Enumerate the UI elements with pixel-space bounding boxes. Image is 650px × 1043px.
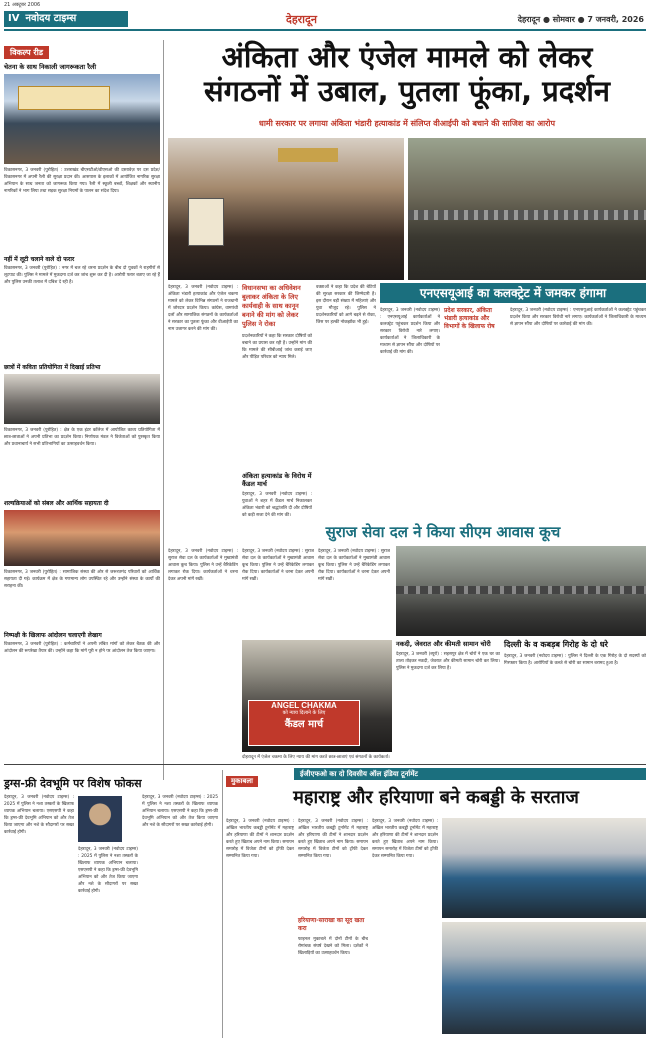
drugs-free-body-1: देहरादून, 3 जनवरी (नवोदय टाइम्स) : 2025 में पुलिस ने नशा तस्करों के खिलाफ व्यापक अभियान चलाया। एसएसपी ने कहा कि ड्रग्स-फ्री देवभूमि अभियान को और तेज किया जाएगा और नशे के सौदागरों पर सख्त कार्रवाई होगी। xyxy=(4,795,74,835)
gang-story xyxy=(504,640,646,749)
lead-photo-right xyxy=(408,138,646,280)
story3-body: विकासनगर, 3 जनवरी (पुरोहित) : क्षेत्र के एक इंटर कॉलेज में आयोजित काव्य प्रतियोगिता में छात्र-छात्राओं ने अपनी प्रतिभा का प्रदर्शन किया। निर्णायक मंडल ने विजेताओं को पुरस्कृत किया और प्रधानाचार्य ने सभी प्रतिभागियों का उत्साहवर्धन किया। xyxy=(4,428,160,447)
protest-poster xyxy=(188,198,224,246)
suraj-barricade xyxy=(396,586,646,594)
story4-body: विकासनगर, 3 जनवरी (पुरोहित) : सामाजिक संस्था की ओर से जरूरतमंद परिवारों को आर्थिक सहायता दी गई। कार्यक्रम में क्षेत्र के गणमान्य लोग उपस्थित रहे और उन्होंने संस्था के कार्यों की सराहना की। xyxy=(4,570,160,589)
nsui-body-2: देहरादून, 3 जनवरी (नवोदय टाइम्स) : एनएसयूआई कार्यकर्ताओं ने कलक्ट्रेट पहुंचकर प्रदर्शन किया और सरकार विरोधी नारे लगाए। कार्यकर्ताओं ने जिलाधिकारी के माध्यम से ज्ञापन सौंपा और दोषियों पर कार्रवाई की मांग की। xyxy=(510,308,646,327)
lead-body-a: देहरादून, 3 जनवरी (नवोदय टाइम्स) : अंकिता भंडारी हत्याकांड और एंजेल चकमा मामले को लेकर विभिन्न संगठनों ने राजधानी में जोरदार प्रदर्शन किया। कांग्रेस, वामपंथी दलों और सामाजिक संगठनों के कार्यकर्ताओं ने सरकार का पुतला फूंका और वीआईपी का नाम उजागर करने की मांग की। xyxy=(168,285,238,332)
lead-body-b: प्रदर्शनकारियों ने कहा कि सरकार दोषियों को बचाने का प्रयास कर रही है। उन्होंने मांग की कि मामले की सीबीआई जांच कराई जाए और पीड़ित परिवार को न्याय मिले। xyxy=(242,334,312,360)
gang-body: देहरादून, 3 जनवरी (नवोदय टाइम्स) : पुलिस ने दिल्ली के एक गिरोह के दो सदस्यों को गिरफ्तार किया है। आरोपियों के कब्जे से चोरी का सामान बरामद हुआ है। xyxy=(504,654,646,666)
masthead-rule xyxy=(4,29,646,31)
masthead-title xyxy=(4,11,128,27)
nsui-body: देहरादून, 3 जनवरी (नवोदय टाइम्स) : एनएसयूआई कार्यकर्ताओं ने कलक्ट्रेट पहुंचकर प्रदर्शन किया और सरकार विरोधी नारे लगाए। कार्यकर्ताओं ने जिलाधिकारी के माध्यम से ज्ञापन सौंपा और दोषियों पर कार्रवाई की मांग की। xyxy=(380,308,440,355)
suraj-body-2: देहरादून, 3 जनवरी (नवोदय टाइम्स) : सुराज सेवा दल के कार्यकर्ताओं ने मुख्यमंत्री आवास कूच किया। पुलिस ने उन्हें बैरिकेडिंग लगाकर रोक दिया। कार्यकर्ताओं ने धरना देकर अपनी मांगें रखीं। xyxy=(242,549,314,582)
suraj-photo xyxy=(396,546,646,636)
suraj-headline: सुराज सेवा दल ने किया सीएम आवास कूच xyxy=(325,523,561,541)
lead-subheadline: धामी सरकार पर लगाया अंकिता भंडारी हत्याकांड में संलिप्त वीआईपी को बचाने की साजिश का आरोप xyxy=(258,119,556,128)
banner-sub: को न्याय दिलाने के लिए xyxy=(282,710,326,716)
lead-body-c: वक्ताओं ने कहा कि प्रदेश की बेटियों की सुरक्षा सरकार की जिम्मेदारी है। इस दौरान बड़ी संख्या में महिलाएं और युवा मौजूद रहे। पुलिस ने प्रदर्शनकारियों को आगे बढ़ने से रोका, जिस पर हल्की नोकझोंक भी हुई। xyxy=(316,285,376,325)
kabaddi-photo-2 xyxy=(442,922,646,1034)
sports-body-1: देहरादून, 3 जनवरी (नवोदय टाइम्स) : अखिल भारतीय कबड्डी टूर्नामेंट में महाराष्ट्र और हरियाणा की टीमों ने शानदार प्रदर्शन करते हुए खिताब अपने नाम किया। समापन समारोह में विजेता टीमों को ट्रॉफी देकर सम्मानित किया गया। xyxy=(226,819,294,859)
lead-headline-line2: संगठनों में उबाल, पुतला फूंका, प्रदर्शन xyxy=(204,74,610,108)
left-column xyxy=(4,40,160,780)
protest-flag xyxy=(278,148,338,162)
story2-headline: नहीं में लूटी चलाने वाले दो फरार xyxy=(4,256,75,263)
sports-strap: ईजीएफओ का दो दिवसीय ऑल इंडिया टूर्नामेंट xyxy=(294,768,646,780)
candle-photo-caption: दोहरादून में एंजेल चकमा के लिए न्याय की मांग करते छात्र-छात्राएं एवं संगठनों के कार्यकर्ता। xyxy=(242,755,390,760)
bottom-column-divider xyxy=(222,770,223,1038)
drugs-free-body-3: देहरादून, 3 जनवरी (नवोदय टाइम्स) : 2025 में पुलिस ने नशा तस्करों के खिलाफ व्यापक अभियान चलाया। एसएसपी ने कहा कि ड्रग्स-फ्री देवभूमि अभियान को और तेज किया जाएगा और नशे के सौदागरों पर सख्त कार्रवाई होगी। xyxy=(142,795,218,828)
story5-body: विकासनगर, 3 जनवरी (पुरोहित) : कर्मचारियों ने अपनी लंबित मांगों को लेकर बैठक की और आंदोलन की रूपरेखा तैयार की। उन्होंने कहा कि मांगें पूरी न होने पर आंदोलन तेज किया जाएगा। xyxy=(4,642,160,654)
story5-headline: निष्पक्षी के खिलाफ आंदोलन चलाएगी लेखाग xyxy=(4,632,102,639)
drugs-free-headline: ड्रग्स-फ्री देवभूमि पर विशेष फोकस xyxy=(4,777,142,790)
lead-headline-line1: अंकिता और एंजेल मामले को लेकर xyxy=(221,40,593,74)
nsui-sub-wrap xyxy=(444,307,506,331)
story4-headline: शल्यक्रियाओं को संबल और आर्थिक सहायता दी xyxy=(4,500,109,507)
theft-body: देहरादून, 3 जनवरी (ब्यूरो) : सहसपुर क्षेत्र में चोरों ने एक घर का ताला तोड़कर नकदी, जेवरात और कीमती सामान चोरी कर लिया। पुलिस ने मुकदमा दर्ज कर लिया है। xyxy=(396,652,500,671)
masthead xyxy=(0,0,650,34)
left-kicker: विकल्प रीड xyxy=(4,46,49,59)
dateline: देहरादून ● सोमवार ● 7 जनवरी, 2026 xyxy=(517,15,644,24)
bottom-divider xyxy=(4,764,646,765)
aid-photo xyxy=(4,510,160,566)
story3-headline: छात्रों में कविता प्रतियोगिता में दिखाई प्रतिभा xyxy=(4,364,101,371)
drugs-free-body-2: देहरादून, 3 जनवरी (नवोदय टाइम्स) : 2025 में पुलिस ने नशा तस्करों के खिलाफ व्यापक अभियान चलाया। एसएसपी ने कहा कि ड्रग्स-फ्री देवभूमि अभियान को और तेज किया जाएगा और नशे के सौदागरों पर सख्त कार्रवाई होगी। xyxy=(78,847,138,894)
rally-banner xyxy=(18,86,110,110)
theft-story xyxy=(396,640,500,747)
lead-pullquote: विधानसभा का अधिवेशन बुलाकर अंकिता के लिए कार्यवाही के साथ कानून बनाने की मांग को लेकर पुलिस ने रोका xyxy=(242,284,301,328)
suraj-body-3: देहरादून, 3 जनवरी (नवोदय टाइम्स) : सुराज सेवा दल के कार्यकर्ताओं ने मुख्यमंत्री आवास कूच किया। पुलिस ने उन्हें बैरिकेडिंग लगाकर रोक दिया। कार्यकर्ताओं ने धरना देकर अपनी मांगें रखीं। xyxy=(318,549,390,582)
paper-name: नवोदय टाइम्स xyxy=(25,13,77,24)
suraj-body-1: देहरादून, 3 जनवरी (नवोदय टाइम्स) : सुराज सेवा दल के कार्यकर्ताओं ने मुख्यमंत्री आवास कूच किया। पुलिस ने उन्हें बैरिकेडिंग लगाकर रोक दिया। कार्यकर्ताओं ने धरना देकर अपनी मांगें रखीं। xyxy=(168,549,238,582)
lead-photo-left xyxy=(168,138,404,280)
rally-photo xyxy=(4,74,160,164)
story2-body: विकासनगर, 3 जनवरी (पुरोहित) : नगर में चल रहे धरना प्रदर्शन के बीच दो युवकों ने राहगीरों से लूटपाट की। पुलिस ने मामले में मुकदमा दर्ज कर जांच शुरू कर दी है। आरोपी फरार बताए जा रहे हैं और पुलिस उनकी तलाश में दबिश दे रही है। xyxy=(4,266,160,285)
banner-main: कैंडल मार्च xyxy=(284,719,324,730)
barricade xyxy=(408,210,646,220)
theft-headline: नकदी, जेवरात और कीमती सामान चोरी xyxy=(396,640,491,648)
page-number: IV xyxy=(8,13,20,24)
sports-body-2: देहरादून, 3 जनवरी (नवोदय टाइम्स) : अखिल भारतीय कबड्डी टूर्नामेंट में महाराष्ट्र और हरियाणा की टीमों ने शानदार प्रदर्शन करते हुए खिताब अपने नाम किया। समापन समारोह में विजेता टीमों को ट्रॉफी देकर सम्मानित किया गया। xyxy=(298,819,368,859)
nsui-subhead: प्रदेश सरकार, अंकिता भंडारी हत्याकांड और विभागों के खिलाफ रोष xyxy=(444,307,495,330)
column-divider xyxy=(163,40,164,780)
masthead-topline: 21 अक्टूबर 2006 xyxy=(4,2,41,8)
drugs-free-story xyxy=(4,776,218,791)
gang-headline: दिल्ली के व कबड़ब गिरोह के दो धरे xyxy=(504,640,608,649)
sports-col-2 xyxy=(298,818,368,1036)
lead-headline xyxy=(168,40,646,108)
candle-march-photo xyxy=(242,640,392,752)
sports-kicker xyxy=(226,768,258,787)
sports-headline: महाराष्ट्र और हरियाणा बने कबड्डी के सरताज xyxy=(293,787,579,808)
story1-body: विकासनगर, 3 जनवरी (पुरोहित) : उत्तराखंड बीएसटीओ/डीएसओ की दस्तावेज़ पर दस प्रदेश/विकासनगर में अपनी रैली की सुरक्षा प्रदान की। आसपास के इलाकों में आयोजित नागरिक सुरक्षा अभियान के साथ जनता को जागरूक किया गया। रैली में स्कूली बच्चों, शिक्षकों और स्थानीय नागरिकों ने भाग लिया तथा सड़क सुरक्षा नियमों के पालन का संदेश दिया। xyxy=(4,168,160,194)
section-name: देहरादून xyxy=(286,13,317,26)
lead-pullquote-wrap xyxy=(242,284,312,551)
angel-chakma-banner xyxy=(248,700,360,746)
sports-body-3: देहरादून, 3 जनवरी (नवोदय टाइम्स) : अखिल भारतीय कबड्डी टूर्नामेंट में महाराष्ट्र और हरियाणा की टीमों ने शानदार प्रदर्शन करते हुए खिताब अपने नाम किया। समापन समारोह में विजेता टीमों को ट्रॉफी देकर सम्मानित किया गया। xyxy=(372,819,438,859)
kabaddi-photo-1 xyxy=(442,818,646,918)
candle-march-body: देहरादून, 3 जनवरी (नवोदय टाइम्स) : युवाओं ने शहर में कैंडल मार्च निकालकर अंकिता भंडारी को श्रद्धांजलि दी और दोषियों को कड़ी सजा देने की मांग की। xyxy=(242,492,312,518)
sports-subhead: हरियाणा-साराखा का सूद खता करा xyxy=(298,917,365,932)
sports-sub-body: फाइनल मुकाबले में दोनों टीमों के बीच रोमांचक संघर्ष देखने को मिला। दर्शकों ने खिलाड़ियों का उत्साहवर्धन किया। xyxy=(298,937,368,956)
ssp-portrait xyxy=(78,796,122,842)
poetry-photo xyxy=(4,374,160,424)
sports-kicker-label: मुकाबला xyxy=(226,776,258,787)
story1-headline: चेतना के साथ निकाली जागरूकता रैली xyxy=(4,63,97,71)
candle-march-headline: अंकिता हत्याकांड के विरोध में कैंडल मार्च xyxy=(242,472,312,488)
nsui-headline: एनएसयूआई का कलक्ट्रेट में जमकर हंगामा xyxy=(380,283,646,303)
banner-title: ANGEL CHAKMA xyxy=(271,701,337,710)
